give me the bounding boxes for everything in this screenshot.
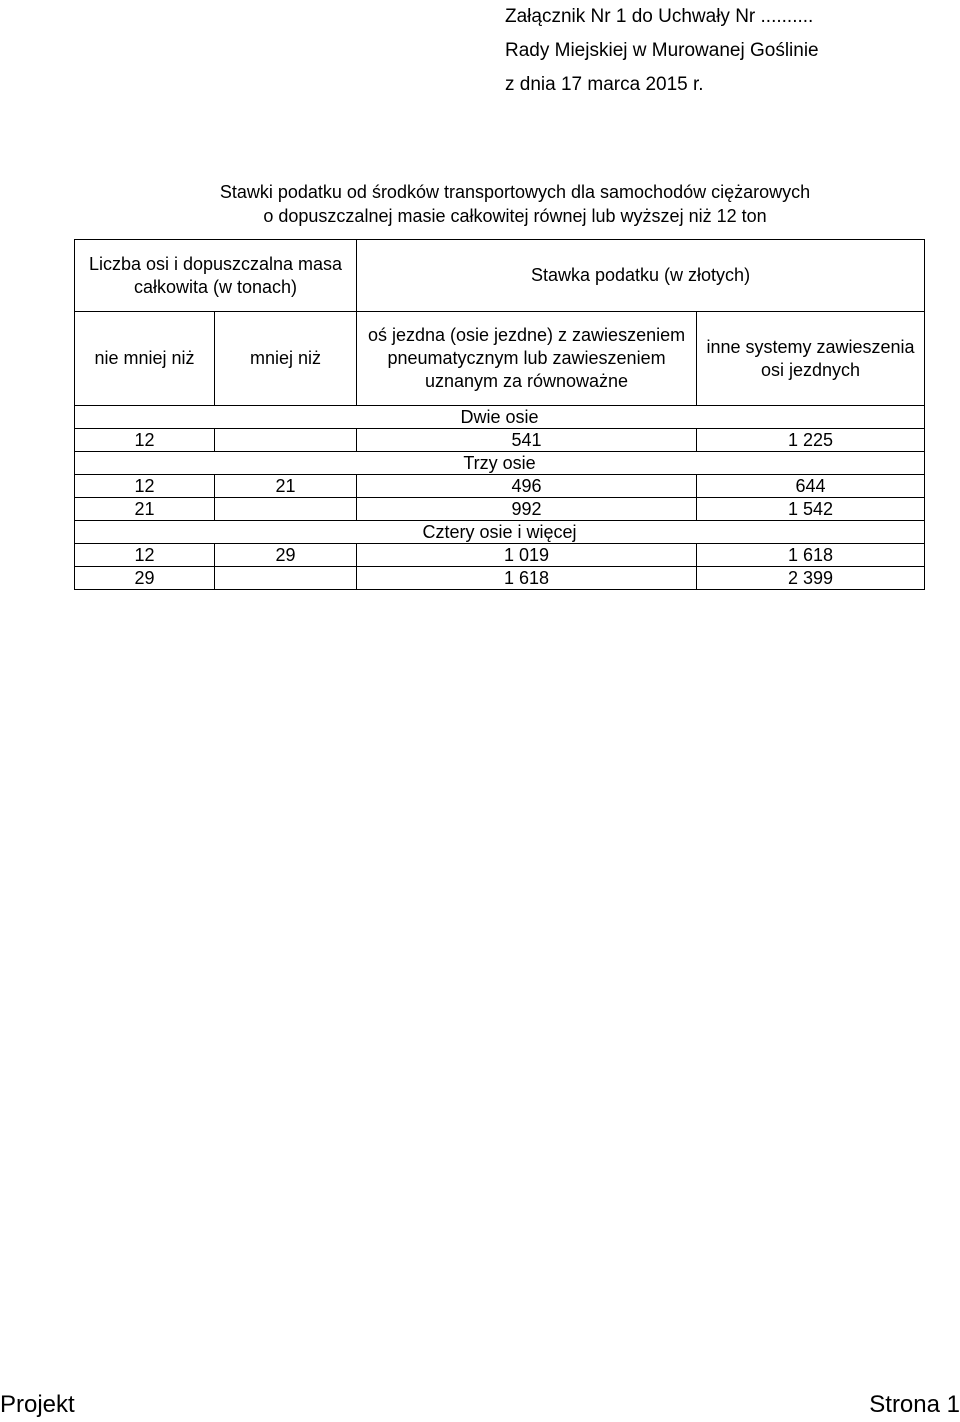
cell-other: 2 399 — [697, 567, 925, 590]
annex-line-2: Rady Miejskiej w Murowanej Goślinie — [505, 40, 819, 61]
cell-other: 1 225 — [697, 429, 925, 452]
annex-header — [505, 0, 819, 102]
cell-min: 29 — [75, 567, 215, 590]
group-label: Cztery osie i więcej — [75, 521, 925, 544]
document-title — [0, 180, 960, 228]
table-row — [75, 475, 925, 498]
footer-project-label: Projekt — [0, 1391, 75, 1418]
group-label: Trzy osie — [75, 452, 925, 475]
table-row — [75, 498, 925, 521]
cell-other: 1 618 — [697, 544, 925, 567]
cell-other: 1 542 — [697, 498, 925, 521]
cell-max — [215, 429, 357, 452]
table-row — [75, 429, 925, 452]
cell-max — [215, 567, 357, 590]
cell-pneumatic: 1 019 — [357, 544, 697, 567]
cell-max: 21 — [215, 475, 357, 498]
group-label: Dwie osie — [75, 406, 925, 429]
cell-pneumatic: 992 — [357, 498, 697, 521]
header-tax-rate: Stawka podatku (w złotych) — [357, 240, 925, 312]
cell-min: 12 — [75, 475, 215, 498]
cell-pneumatic: 541 — [357, 429, 697, 452]
group-row — [75, 406, 925, 429]
tax-rates-table — [74, 239, 925, 590]
cell-min: 12 — [75, 544, 215, 567]
title-line-1: Stawki podatku od środków transportowych dla samochodów ciężarowych — [219, 182, 811, 202]
header-axles-mass: Liczba osi i dopuszczalna masa całkowita (w tonach) — [75, 240, 357, 312]
cell-pneumatic: 496 — [357, 475, 697, 498]
group-row — [75, 452, 925, 475]
title-line-2: o dopuszczalnej masie całkowitej równej lub wyższej niż 12 ton — [263, 206, 767, 226]
annex-line-3: z dnia 17 marca 2015 r. — [505, 74, 704, 95]
annex-line-1: Załącznik Nr 1 do Uchwały Nr .......... — [505, 6, 814, 27]
header-row-2 — [75, 312, 925, 406]
header-max: mniej niż — [215, 312, 357, 406]
cell-other: 644 — [697, 475, 925, 498]
table-row — [75, 567, 925, 590]
header-row-1 — [75, 240, 925, 312]
cell-max: 29 — [215, 544, 357, 567]
header-pneumatic: oś jezdna (osie jezdne) z zawieszeniem pneumatycznym lub zawieszeniem uznanym za równoważne — [357, 312, 697, 406]
cell-min: 21 — [75, 498, 215, 521]
header-min: nie mniej niż — [75, 312, 215, 406]
group-row — [75, 521, 925, 544]
header-other: inne systemy zawieszenia osi jezdnych — [697, 312, 925, 406]
cell-pneumatic: 1 618 — [357, 567, 697, 590]
footer-page-number: Strona 1 — [869, 1391, 960, 1418]
cell-max — [215, 498, 357, 521]
table-row — [75, 544, 925, 567]
cell-min: 12 — [75, 429, 215, 452]
